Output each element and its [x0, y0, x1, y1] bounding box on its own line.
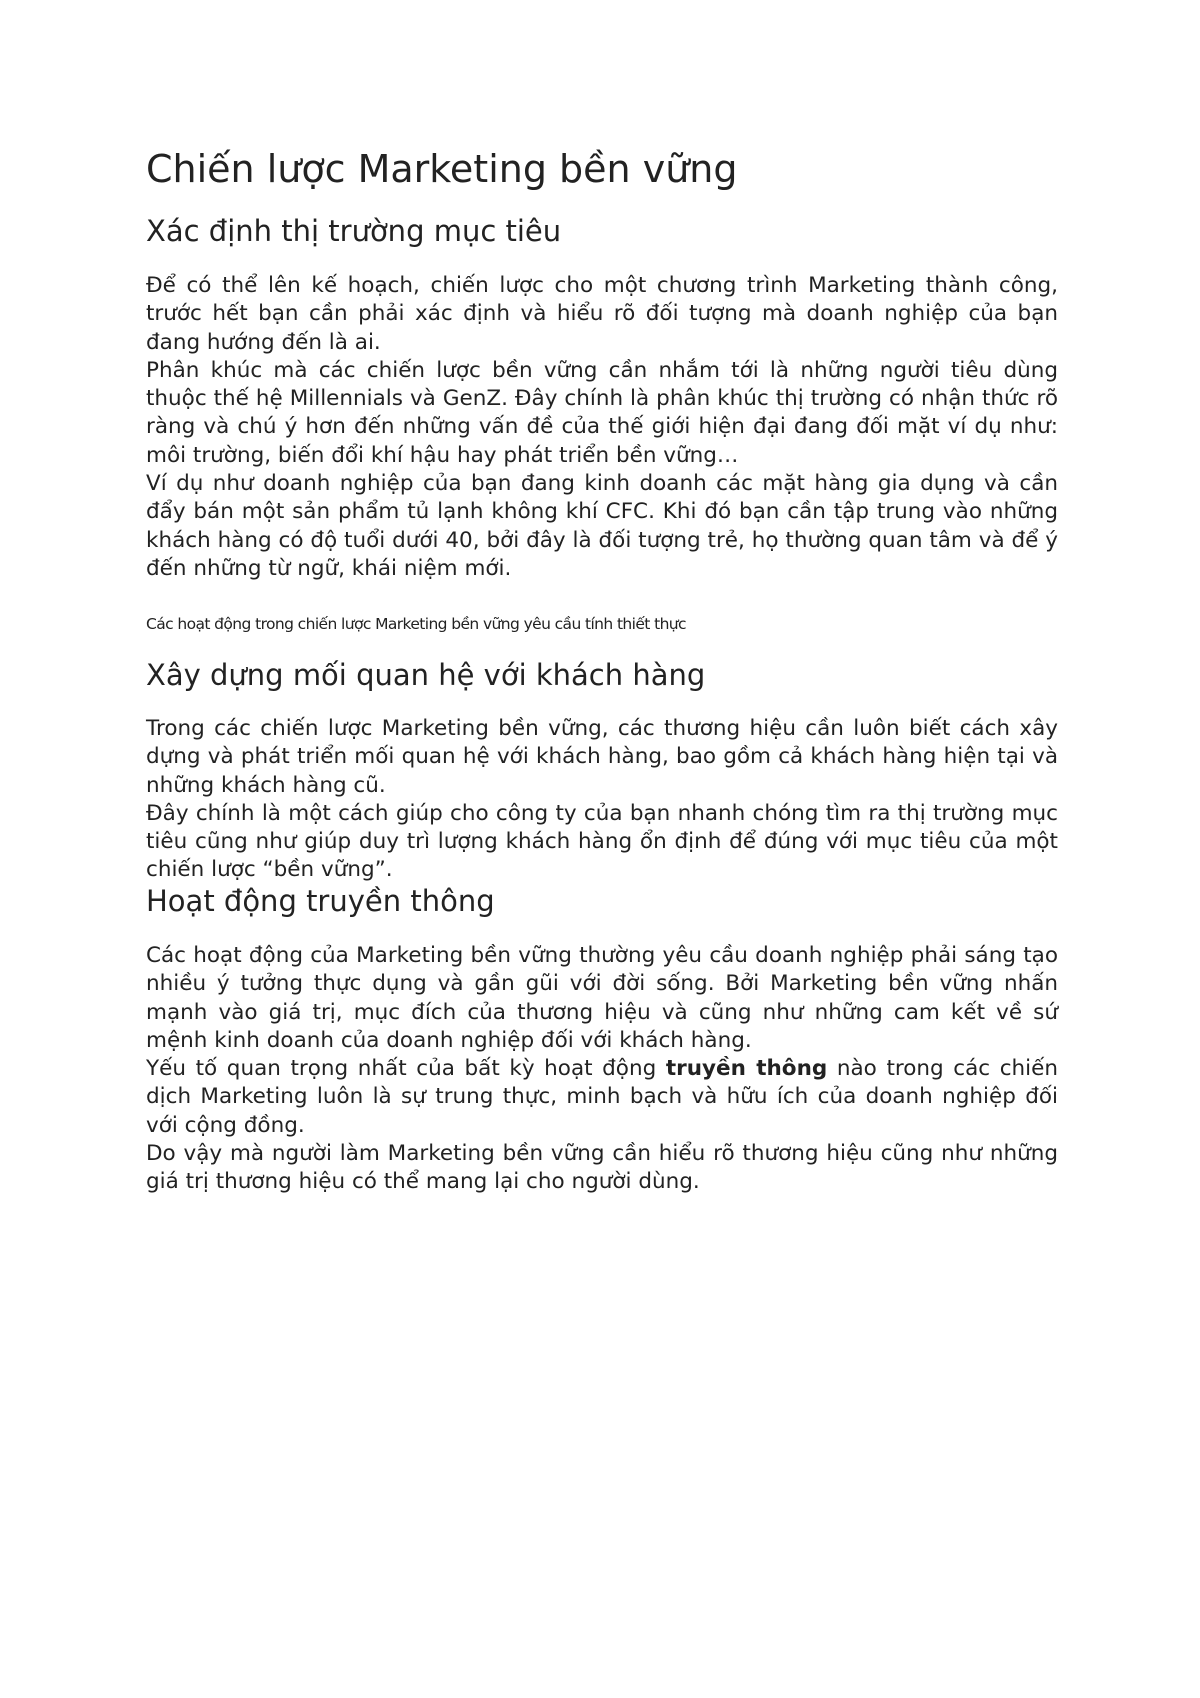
section-body-target-market	[146, 272, 1058, 583]
paragraph: Do vậy mà người làm Marketing bền vững cần hiểu rõ thương hiệu cũng như những giá trị thương hiệu có thể mang lại cho người dùng.	[146, 1141, 1058, 1195]
section-heading-target-market: Xác định thị trường mục tiêu	[146, 214, 562, 248]
paragraph: Trong các chiến lược Marketing bền vững, các thương hiệu cần luôn biết cách xây dựng và phát triển mối quan hệ với khách hàng, bao gồm cả khách hàng hiện tại và những khách hàng cũ.	[146, 716, 1058, 798]
section-body-customer-relations	[146, 715, 1058, 885]
paragraph-text: Yếu tố quan trọng nhất của bất kỳ hoạt động	[146, 1056, 666, 1082]
document-title: Chiến lược Marketing bền vững	[146, 147, 738, 191]
bold-keyword: truyền thông	[665, 1056, 828, 1082]
paragraph: Đây chính là một cách giúp cho công ty của bạn nhanh chóng tìm ra thị trường mục tiêu cũng như giúp duy trì lượng khách hàng ổn định để đúng với mục tiêu của một chiến lược “bền vững”.	[146, 800, 1058, 883]
section-heading-customer-relations: Xây dựng mối quan hệ với khách hàng	[146, 658, 706, 692]
section-heading-communications: Hoạt động truyền thông	[146, 884, 495, 918]
paragraph-with-bold	[146, 1055, 1058, 1140]
paragraph: Phân khúc mà các chiến lược bền vững cần nhắm tới là những người tiêu dùng thuộc thế hệ Millennials và GenZ. Đây chính là phân khúc thị trường có nhận thức rõ ràng và chú ý hơn đến những vấn đề của thế giới hiện đại đang đối mặt ví dụ như: môi trường, biến đổi khí hậu hay phát triển bền vững…	[146, 357, 1058, 468]
paragraph: Để có thể lên kế hoạch, chiến lược cho một chương trình Marketing thành công, trước hết bạn cần phải xác định và hiểu rõ đối tượng mà doanh nghiệp của bạn đang hướng đến là ai.	[146, 273, 1058, 355]
image-caption: Các hoạt động trong chiến lược Marketing bền vững yêu cầu tính thiết thực	[146, 615, 686, 633]
paragraph-text: nào trong các chiến dịch Marketing luôn là sự trung thực, minh bạch và hữu ích của doanh nghiệp đối với cộng đồng.	[146, 1056, 1058, 1138]
paragraph: Ví dụ như doanh nghiệp của bạn đang kinh doanh các mặt hàng gia dụng và cần đẩy bán một sản phẩm tủ lạnh không khí CFC. Khi đó bạn cần tập trung vào những khách hàng có độ tuổi dưới 40, bởi đây là đối tượng trẻ, họ thường quan tâm và để ý đến những từ ngữ, khái niệm mới.	[146, 471, 1058, 581]
section-body-communications	[146, 942, 1058, 1197]
paragraph: Các hoạt động của Marketing bền vững thường yêu cầu doanh nghiệp phải sáng tạo nhiều ý tưởng thực dụng và gần gũi với đời sống. Bởi Marketing bền vững nhấn mạnh vào giá trị, mục đích của thương hiệu và cũng như những cam kết về sứ mệnh kinh doanh của doanh nghiệp đối với khách hàng.	[146, 943, 1058, 1053]
